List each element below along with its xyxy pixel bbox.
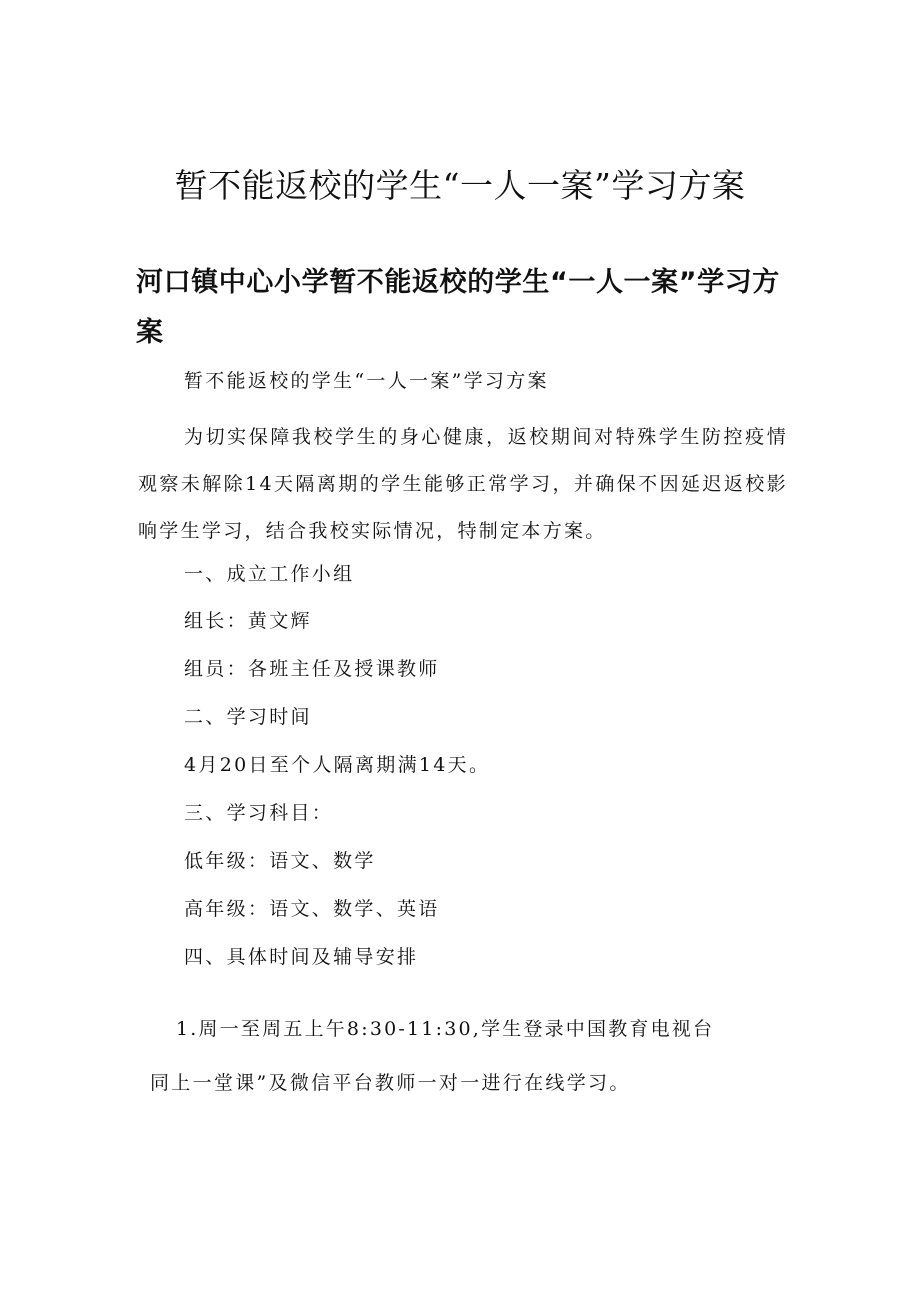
section-1-heading: 一、成立工作小组 <box>184 563 355 585</box>
intro-paragraph: 为切实保障我校学生的身心健康，返校期间对特殊学生防控疫情观察未解除14天隔离期的学生能够正常学习，并确保不因延迟返校影响学生学习，结合我校实际情况，特制定本方案。 <box>138 426 788 542</box>
document-title: 暂不能返校的学生“一人一案”学习方案 <box>174 166 746 205</box>
section-2-heading: 二、学习时间 <box>184 706 312 728</box>
schedule-item-1-line-2: 同上一堂课”及微信平台教师一对一进行在线学习。 <box>150 1072 631 1094</box>
section-3-heading: 三、学习科目： <box>184 802 334 824</box>
upper-grades-subjects: 高年级：语文、数学、英语 <box>184 898 440 920</box>
intro-heading: 暂不能返校的学生“一人一案”学习方案 <box>184 370 549 392</box>
document-subtitle: 河口镇中心小学暂不能返校的学生“一人一案”学习方案 <box>136 267 780 348</box>
group-members: 组员：各班主任及授课教师 <box>184 658 440 680</box>
schedule-item-1-line-1: 1.周一至周五上午8:30-11:30,学生登录中国教育电视台 <box>176 1018 715 1040</box>
group-leader: 组长：黄文辉 <box>184 610 312 632</box>
section-4-heading: 四、具体时间及辅导安排 <box>184 946 419 968</box>
study-period: 4月20日至个人隔离期满14天。 <box>184 754 491 776</box>
lower-grades-subjects: 低年级：语文、数学 <box>184 850 376 872</box>
